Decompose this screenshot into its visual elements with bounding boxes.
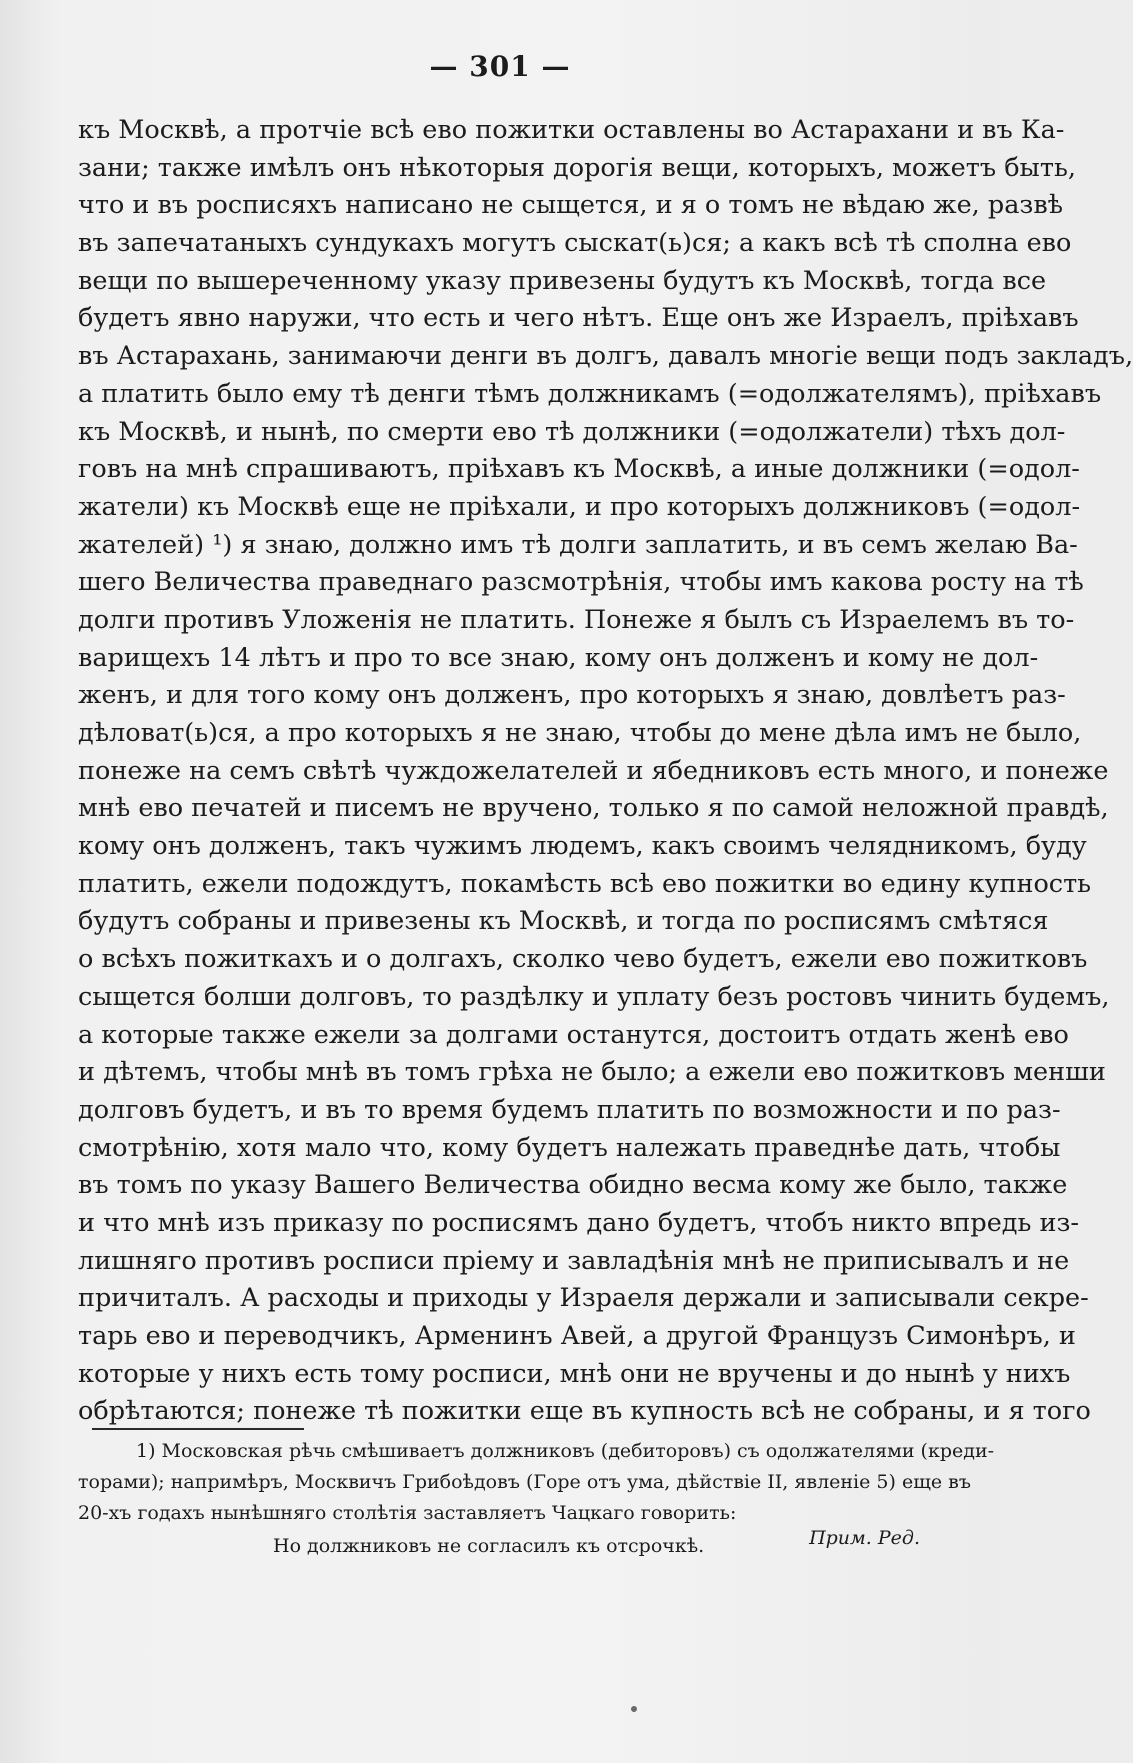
footnote-line: 1) Московская рѣчь смѣшиваетъ должниковъ (дебиторовъ) съ одолжателями (креди- (136, 1440, 995, 1462)
body-line: жатели) къ Москвѣ еще не пріѣхали, и про которыхъ должниковъ (=одол- (78, 491, 1081, 522)
body-line: женъ, и для того кому онъ долженъ, про которыхъ я знаю, довлѣетъ раз- (78, 680, 1066, 711)
footnote-line: 20-хъ годахъ нынѣшняго столѣтія заставляетъ Чацкаго говорить: (78, 1502, 737, 1524)
body-line: о всѣхъ пожиткахъ и о долгахъ, сколко чево будетъ, ежели ево пожитковъ (78, 944, 1088, 975)
body-line: въ запечатаныхъ сундукахъ могутъ сыскат(ь)ся; а какъ всѣ тѣ сполна ево (78, 228, 1072, 259)
body-line: и дѣтемъ, чтобы мнѣ въ томъ грѣха не было; а ежели ево пожитковъ менши (78, 1057, 1106, 1088)
body-text (78, 112, 1133, 1431)
body-line: шего Величества праведнаго разсмотрѣнія, чтобы имъ какова росту на тѣ (78, 567, 1084, 598)
body-line: сыщется болши долговъ, то раздѣлку и уплату безъ ростовъ чинить будемъ, (78, 981, 1110, 1012)
footnote-quote: Но должниковъ не согласилъ къ отсрочкѣ. (273, 1535, 705, 1557)
footnote-quote-row (78, 1529, 940, 1563)
body-line: къ Москвѣ, и нынѣ, по смерти ево тѣ должники (=одолжатели) тѣхъ дол- (78, 416, 1066, 447)
footnote-line: торами); напримѣръ, Москвичъ Грибоѣдовъ (Горе отъ ума, дѣйствіе II, явленіе 5) еще въ (78, 1471, 971, 1493)
page-number: — 301 — (429, 50, 571, 83)
body-line: смотрѣнію, хотя мало что, кому будетъ належать праведнѣе дать, чтобы (78, 1132, 1061, 1163)
body-line: а платить было ему тѣ денги тѣмъ должникамъ (=одолжателямъ), пріѣхавъ (78, 378, 1102, 409)
body-line: лишняго противъ росписи пріему и завладѣнія мнѣ не приписывалъ и не (78, 1245, 1070, 1276)
body-line: которые у нихъ есть тому росписи, мнѣ они не вручены и до нынѣ у нихъ (78, 1358, 1071, 1389)
body-line: обрѣтаются; понеже тѣ пожитки еще въ купность всѣ не собраны, и я того (78, 1396, 1091, 1427)
footnote-divider (92, 1428, 304, 1430)
body-line: платить, ежели подождутъ, покамѣсть всѣ ево пожитки во едину купность (78, 868, 1092, 899)
body-line: долги противъ Уложенія не платить. Понеже я былъ съ Израелемъ въ то- (78, 604, 1075, 635)
footnotes (78, 1436, 995, 1563)
body-line: въ Астарахань, занимаючи денги въ долгъ, давалъ многіе вещи подъ закладъ, (78, 341, 1133, 372)
body-line: къ Москвѣ, а протчіе всѣ ево пожитки оставлены во Астарахани и въ Ка- (78, 115, 1065, 145)
body-line: мнѣ ево печатей и писемъ не вручено, только я по самой неложной правдѣ, (78, 793, 1109, 824)
body-line: а которые также ежели за долгами останутся, достоитъ отдать женѣ ево (78, 1019, 1069, 1050)
body-line: вещи по вышереченному указу привезены будутъ къ Москвѣ, тогда все (78, 265, 1047, 296)
body-line: понеже на семъ свѣтѣ чуждожелателей и ябедниковъ есть много, и понеже (78, 755, 1109, 786)
body-line: причиталъ. А расходы и приходы у Израеля держали и записывали секре- (78, 1283, 1089, 1314)
editor-note: Прим. Ред. (809, 1527, 920, 1549)
body-line: будетъ явно наружи, что есть и чего нѣтъ. Еще онъ же Израелъ, пріѣхавъ (78, 303, 1079, 334)
body-line: кому онъ долженъ, такъ чужимъ людемъ, какъ своимъ челядникомъ, буду (78, 831, 1087, 862)
body-line: варищехъ 14 лѣтъ и про то все знаю, кому онъ долженъ и кому не дол- (78, 642, 1039, 673)
ink-speck (631, 1706, 637, 1712)
body-line: въ томъ по указу Вашего Величества обидно весма кому же было, также (78, 1170, 1068, 1201)
body-line: говъ на мнѣ спрашиваютъ, пріѣхавъ къ Москвѣ, а иные должники (=одол- (78, 454, 1080, 485)
body-line: дѣловат(ь)ся, а про которыхъ я не знаю, чтобы до мене дѣла имъ не было, (78, 718, 1082, 748)
body-line: что и въ росписяхъ написано не сыщется, и я о томъ не вѣдаю же, развѣ (78, 190, 1064, 221)
body-line: тарь ево и переводчикъ, Арменинъ Авей, а другой Французъ Симонѣръ, и (78, 1321, 1076, 1351)
body-line: будутъ собраны и привезены къ Москвѣ, и тогда по росписямъ смѣтяся (78, 906, 1049, 937)
body-line: зани; также имѣлъ онъ нѣкоторыя дорогія вещи, которыхъ, можетъ быть, (78, 152, 1076, 183)
body-line: долговъ будетъ, и въ то время будемъ платить по возможности и по раз- (78, 1094, 1061, 1125)
body-line: жателей) ¹) я знаю, должно имъ тѣ долги заплатить, и въ семъ желаю Ва- (78, 529, 1078, 560)
body-line: и что мнѣ изъ приказу по росписямъ дано будетъ, чтобъ никто впредь из- (78, 1207, 1079, 1238)
